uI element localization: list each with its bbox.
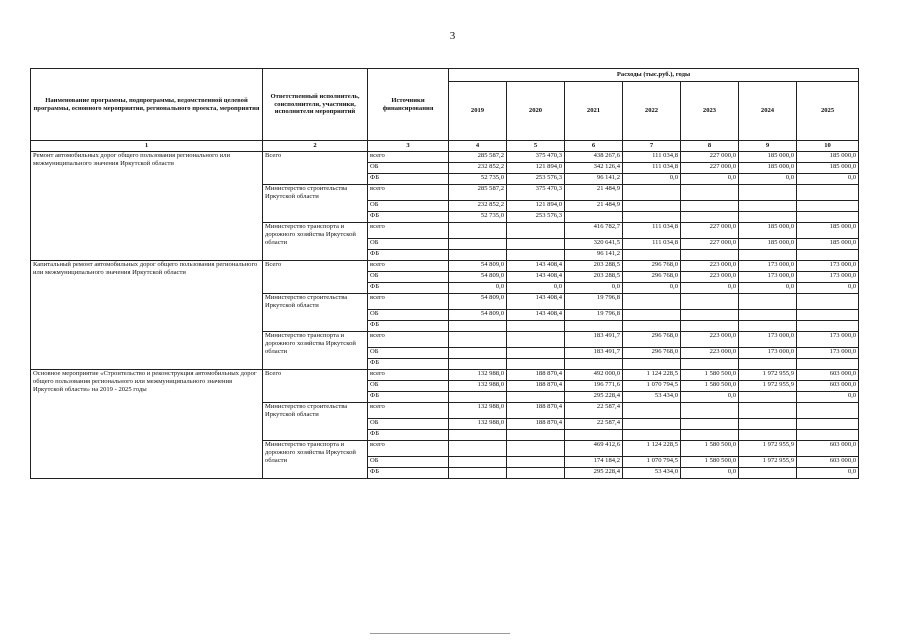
column-number: 9 (739, 141, 797, 152)
amount-cell: 185 000,0 (797, 223, 859, 239)
amount-cell: 111 034,8 (623, 239, 681, 250)
amount-cell: 173 000,0 (797, 261, 859, 272)
amount-cell: 296 768,0 (623, 348, 681, 359)
amount-cell: 132 988,0 (449, 419, 507, 430)
amount-cell: 174 184,2 (565, 457, 623, 468)
funding-source: ОБ (368, 272, 449, 283)
amount-cell: 22 587,4 (565, 419, 623, 430)
amount-cell: 492 000,0 (565, 370, 623, 381)
funding-source: ФБ (368, 359, 449, 370)
amount-cell: 188 870,4 (507, 370, 565, 381)
amount-cell: 1 070 794,5 (623, 457, 681, 468)
amount-cell: 132 988,0 (449, 381, 507, 392)
amount-cell (623, 419, 681, 430)
funding-source: ФБ (368, 250, 449, 261)
amount-cell (797, 185, 859, 201)
amount-cell: 173 000,0 (797, 332, 859, 348)
amount-cell: 0,0 (507, 283, 565, 294)
amount-cell (797, 212, 859, 223)
responsible-executor: Министерство транспорта и дорожного хозяйства Иркутской области (263, 223, 368, 261)
amount-cell: 1 580 500,0 (681, 457, 739, 468)
amount-cell: 375 470,3 (507, 152, 565, 163)
amount-cell (739, 430, 797, 441)
amount-cell: 296 768,0 (623, 332, 681, 348)
amount-cell: 203 288,5 (565, 261, 623, 272)
amount-cell: 603 000,0 (797, 381, 859, 392)
amount-cell: 185 000,0 (797, 239, 859, 250)
amount-cell (797, 419, 859, 430)
amount-cell (739, 392, 797, 403)
amount-cell: 185 000,0 (739, 163, 797, 174)
amount-cell: 188 870,4 (507, 381, 565, 392)
funding-source: ОБ (368, 310, 449, 321)
amount-cell: 1 972 955,9 (739, 381, 797, 392)
amount-cell (797, 294, 859, 310)
amount-cell: 232 852,2 (449, 163, 507, 174)
header-year: 2023 (681, 82, 739, 141)
amount-cell (449, 332, 507, 348)
amount-cell: 96 141,2 (565, 250, 623, 261)
amount-cell: 143 408,4 (507, 310, 565, 321)
amount-cell: 185 000,0 (739, 223, 797, 239)
funding-source: ОБ (368, 381, 449, 392)
amount-cell (507, 359, 565, 370)
amount-cell: 295 228,4 (565, 468, 623, 479)
amount-cell: 54 809,0 (449, 310, 507, 321)
amount-cell (507, 468, 565, 479)
responsible-executor: Всего (263, 152, 368, 185)
amount-cell: 111 034,8 (623, 152, 681, 163)
amount-cell (565, 212, 623, 223)
amount-cell: 53 434,0 (623, 392, 681, 403)
amount-cell (449, 430, 507, 441)
amount-cell: 438 267,6 (565, 152, 623, 163)
amount-cell: 603 000,0 (797, 370, 859, 381)
column-number: 3 (368, 141, 449, 152)
amount-cell: 469 412,6 (565, 441, 623, 457)
amount-cell (739, 212, 797, 223)
amount-cell (623, 212, 681, 223)
amount-cell: 173 000,0 (739, 332, 797, 348)
responsible-executor: Министерство строительства Иркутской области (263, 185, 368, 223)
amount-cell (449, 348, 507, 359)
header-name: Наименование программы, подпрограммы, ведомственной целевой программы, основного мероприятия, регионального проекта, мероприятия (31, 69, 263, 141)
amount-cell: 143 408,4 (507, 294, 565, 310)
amount-cell: 603 000,0 (797, 441, 859, 457)
funding-source: всего (368, 332, 449, 348)
amount-cell: 342 126,4 (565, 163, 623, 174)
amount-cell (797, 250, 859, 261)
amount-cell (681, 250, 739, 261)
amount-cell (797, 359, 859, 370)
amount-cell: 173 000,0 (739, 348, 797, 359)
column-number: 10 (797, 141, 859, 152)
amount-cell (739, 201, 797, 212)
amount-cell (507, 321, 565, 332)
amount-cell: 143 408,4 (507, 261, 565, 272)
amount-cell: 296 768,0 (623, 272, 681, 283)
amount-cell: 188 870,4 (507, 419, 565, 430)
amount-cell (681, 212, 739, 223)
amount-cell: 111 034,8 (623, 163, 681, 174)
column-number: 4 (449, 141, 507, 152)
column-number: 2 (263, 141, 368, 152)
amount-cell: 0,0 (797, 392, 859, 403)
amount-cell: 223 000,0 (681, 348, 739, 359)
amount-cell: 0,0 (681, 174, 739, 185)
amount-cell (681, 419, 739, 430)
amount-cell: 121 894,0 (507, 163, 565, 174)
financing-table (30, 68, 859, 479)
amount-cell (681, 359, 739, 370)
amount-cell: 1 580 500,0 (681, 441, 739, 457)
responsible-executor: Всего (263, 261, 368, 294)
amount-cell: 185 000,0 (739, 152, 797, 163)
amount-cell (507, 392, 565, 403)
amount-cell: 227 000,0 (681, 163, 739, 174)
funding-source: всего (368, 294, 449, 310)
amount-cell (739, 403, 797, 419)
amount-cell: 183 491,7 (565, 348, 623, 359)
funding-source: всего (368, 441, 449, 457)
funding-source: ОБ (368, 419, 449, 430)
amount-cell (623, 201, 681, 212)
funding-source: всего (368, 370, 449, 381)
responsible-executor: Министерство транспорта и дорожного хозяйства Иркутской области (263, 332, 368, 370)
amount-cell (449, 457, 507, 468)
amount-cell (507, 223, 565, 239)
amount-cell (739, 359, 797, 370)
funding-source: ФБ (368, 321, 449, 332)
funding-source: всего (368, 261, 449, 272)
header-source: Источники финансирования (368, 69, 449, 141)
amount-cell: 223 000,0 (681, 272, 739, 283)
amount-cell: 173 000,0 (739, 261, 797, 272)
column-number: 1 (31, 141, 263, 152)
amount-cell: 203 288,5 (565, 272, 623, 283)
funding-source: ФБ (368, 468, 449, 479)
amount-cell: 54 809,0 (449, 261, 507, 272)
amount-cell: 0,0 (739, 174, 797, 185)
amount-cell (681, 310, 739, 321)
amount-cell: 227 000,0 (681, 152, 739, 163)
table-row (31, 152, 859, 163)
program-name: Ремонт автомобильных дорог общего пользования регионального или межмуниципального значения Иркутской области (31, 152, 263, 261)
funding-source: ФБ (368, 392, 449, 403)
amount-cell: 232 852,2 (449, 201, 507, 212)
amount-cell (449, 321, 507, 332)
funding-source: всего (368, 223, 449, 239)
amount-cell (507, 441, 565, 457)
amount-cell: 0,0 (681, 468, 739, 479)
amount-cell (681, 185, 739, 201)
amount-cell (507, 457, 565, 468)
amount-cell: 416 782,7 (565, 223, 623, 239)
amount-cell: 1 580 500,0 (681, 381, 739, 392)
funding-source: всего (368, 185, 449, 201)
amount-cell (623, 321, 681, 332)
amount-cell: 185 000,0 (797, 152, 859, 163)
amount-cell: 0,0 (623, 283, 681, 294)
amount-cell: 132 988,0 (449, 370, 507, 381)
amount-cell: 0,0 (681, 392, 739, 403)
column-number: 5 (507, 141, 565, 152)
funding-source: ФБ (368, 174, 449, 185)
amount-cell (565, 430, 623, 441)
column-number: 6 (565, 141, 623, 152)
amount-cell (623, 359, 681, 370)
amount-cell (449, 359, 507, 370)
amount-cell: 295 228,4 (565, 392, 623, 403)
amount-cell (739, 419, 797, 430)
amount-cell (739, 468, 797, 479)
amount-cell: 21 484,9 (565, 185, 623, 201)
amount-cell: 603 000,0 (797, 457, 859, 468)
amount-cell: 0,0 (739, 283, 797, 294)
amount-cell (681, 201, 739, 212)
amount-cell (797, 403, 859, 419)
amount-cell: 111 034,8 (623, 223, 681, 239)
amount-cell (623, 310, 681, 321)
amount-cell: 285 587,2 (449, 185, 507, 201)
amount-cell: 253 576,3 (507, 212, 565, 223)
funding-source: всего (368, 152, 449, 163)
amount-cell (449, 223, 507, 239)
amount-cell (681, 403, 739, 419)
funding-source: всего (368, 403, 449, 419)
program-name: Основное мероприятие «Строительство и реконструкция автомобильных дорог общего пользования регионального или межмуниципального значения Иркутской области» на 2019 - 2025 годы (31, 370, 263, 479)
responsible-executor: Министерство строительства Иркутской области (263, 294, 368, 332)
header-year: 2019 (449, 82, 507, 141)
funding-source: ФБ (368, 283, 449, 294)
responsible-executor: Министерство транспорта и дорожного хозяйства Иркутской области (263, 441, 368, 479)
amount-cell: 227 000,0 (681, 223, 739, 239)
column-number: 7 (623, 141, 681, 152)
amount-cell (507, 348, 565, 359)
amount-cell (449, 392, 507, 403)
amount-cell: 223 000,0 (681, 332, 739, 348)
header-expenses: Расходы (тыс.руб.), годы (449, 69, 859, 82)
amount-cell: 223 000,0 (681, 261, 739, 272)
amount-cell (565, 359, 623, 370)
amount-cell (739, 310, 797, 321)
page-number: 3 (449, 30, 456, 42)
column-number: 8 (681, 141, 739, 152)
amount-cell: 0,0 (623, 174, 681, 185)
funding-source: ОБ (368, 163, 449, 174)
amount-cell: 320 641,5 (565, 239, 623, 250)
amount-cell (739, 321, 797, 332)
amount-cell (623, 250, 681, 261)
table-row (31, 261, 859, 272)
funding-source: ОБ (368, 348, 449, 359)
amount-cell: 185 000,0 (797, 163, 859, 174)
amount-cell: 188 870,4 (507, 403, 565, 419)
header-year: 2021 (565, 82, 623, 141)
amount-cell: 22 587,4 (565, 403, 623, 419)
amount-cell: 375 470,3 (507, 185, 565, 201)
amount-cell (623, 430, 681, 441)
amount-cell: 96 141,2 (565, 174, 623, 185)
funding-source: ОБ (368, 457, 449, 468)
amount-cell (449, 441, 507, 457)
header-year: 2020 (507, 82, 565, 141)
amount-cell: 183 491,7 (565, 332, 623, 348)
funding-source: ОБ (368, 201, 449, 212)
amount-cell (565, 321, 623, 332)
amount-cell (449, 239, 507, 250)
amount-cell: 173 000,0 (739, 272, 797, 283)
amount-cell (507, 430, 565, 441)
amount-cell (797, 201, 859, 212)
header-year: 2025 (797, 82, 859, 141)
amount-cell: 0,0 (797, 468, 859, 479)
amount-cell (739, 294, 797, 310)
header-year: 2024 (739, 82, 797, 141)
amount-cell (449, 250, 507, 261)
amount-cell: 53 434,0 (623, 468, 681, 479)
amount-cell: 132 988,0 (449, 403, 507, 419)
amount-cell: 21 484,9 (565, 201, 623, 212)
amount-cell: 121 894,0 (507, 201, 565, 212)
table-row (31, 370, 859, 381)
amount-cell (797, 321, 859, 332)
amount-cell: 253 576,3 (507, 174, 565, 185)
amount-cell: 0,0 (797, 174, 859, 185)
amount-cell (797, 430, 859, 441)
amount-cell: 143 408,4 (507, 272, 565, 283)
amount-cell: 54 809,0 (449, 272, 507, 283)
amount-cell (623, 294, 681, 310)
amount-cell (681, 294, 739, 310)
funding-source: ФБ (368, 212, 449, 223)
amount-cell: 1 124 228,5 (623, 370, 681, 381)
amount-cell: 52 735,0 (449, 212, 507, 223)
amount-cell: 0,0 (565, 283, 623, 294)
amount-cell: 1 972 955,9 (739, 441, 797, 457)
amount-cell (797, 310, 859, 321)
amount-cell: 0,0 (681, 283, 739, 294)
amount-cell: 285 587,2 (449, 152, 507, 163)
program-name: Капитальный ремонт автомобильных дорог общего пользования регионального или межмуниципального значения Иркутской области (31, 261, 263, 370)
amount-cell (739, 185, 797, 201)
amount-cell: 196 771,6 (565, 381, 623, 392)
scan-artifact-line (370, 633, 510, 634)
amount-cell: 173 000,0 (797, 348, 859, 359)
funding-source: ФБ (368, 430, 449, 441)
amount-cell: 0,0 (797, 283, 859, 294)
amount-cell (681, 321, 739, 332)
amount-cell: 296 768,0 (623, 261, 681, 272)
amount-cell (449, 468, 507, 479)
amount-cell: 173 000,0 (797, 272, 859, 283)
amount-cell: 1 070 794,5 (623, 381, 681, 392)
amount-cell (507, 239, 565, 250)
amount-cell: 19 796,8 (565, 310, 623, 321)
amount-cell (507, 332, 565, 348)
header-year: 2022 (623, 82, 681, 141)
responsible-executor: Министерство строительства Иркутской области (263, 403, 368, 441)
amount-cell (739, 250, 797, 261)
amount-cell: 1 124 228,5 (623, 441, 681, 457)
amount-cell (623, 403, 681, 419)
amount-cell: 227 000,0 (681, 239, 739, 250)
responsible-executor: Всего (263, 370, 368, 403)
funding-source: ОБ (368, 239, 449, 250)
amount-cell: 54 809,0 (449, 294, 507, 310)
amount-cell: 1 972 955,9 (739, 370, 797, 381)
amount-cell: 19 796,8 (565, 294, 623, 310)
amount-cell: 1 580 500,0 (681, 370, 739, 381)
header-responsible: Ответственный исполнитель, соисполнители, участники, исполнители мероприятий (263, 69, 368, 141)
amount-cell (681, 430, 739, 441)
amount-cell (623, 185, 681, 201)
amount-cell: 185 000,0 (739, 239, 797, 250)
amount-cell (507, 250, 565, 261)
amount-cell: 0,0 (449, 283, 507, 294)
amount-cell: 1 972 955,9 (739, 457, 797, 468)
amount-cell: 52 735,0 (449, 174, 507, 185)
